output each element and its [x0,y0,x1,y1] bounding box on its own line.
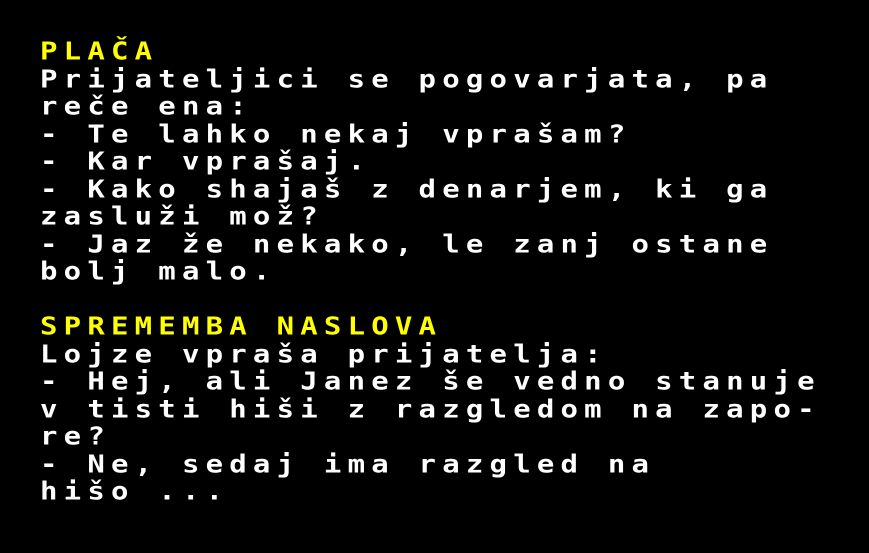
joke-2-line: v tisti hiši z razgledom na zapo- [40,393,821,424]
joke-2-line: hišo ... [40,476,230,506]
joke-2-line: Lojze vpraša prijatelja: [40,338,608,369]
joke-2-line: - Ne, sedaj ima razgled na [40,448,656,479]
teletext-page [40,38,860,506]
joke-1-line: - Kar vprašaj. [40,146,372,176]
joke-1-title: PLAČA [40,36,159,66]
joke-2-line: - Hej, ali Janez še vedno stanuje [40,366,821,396]
joke-1-line: - Te lahko nekaj vprašam? [40,118,632,149]
joke-1-line: bolj malo. [40,256,277,286]
spacer [40,286,860,314]
joke-2-line: re? [40,421,111,451]
joke-1-line: - Kako shajaš z denarjem, ki ga [40,173,774,204]
joke-1-line: Prijateljici se pogovarjata, pa [40,63,774,94]
joke-1-line: - Jaz že nekako, le zanj ostane [40,228,774,259]
joke-1-line: reče ena: [40,91,253,121]
joke-1-line: zasluži mož? [40,201,324,231]
joke-2-title: SPREMEMBA NASLOVA [40,311,443,341]
